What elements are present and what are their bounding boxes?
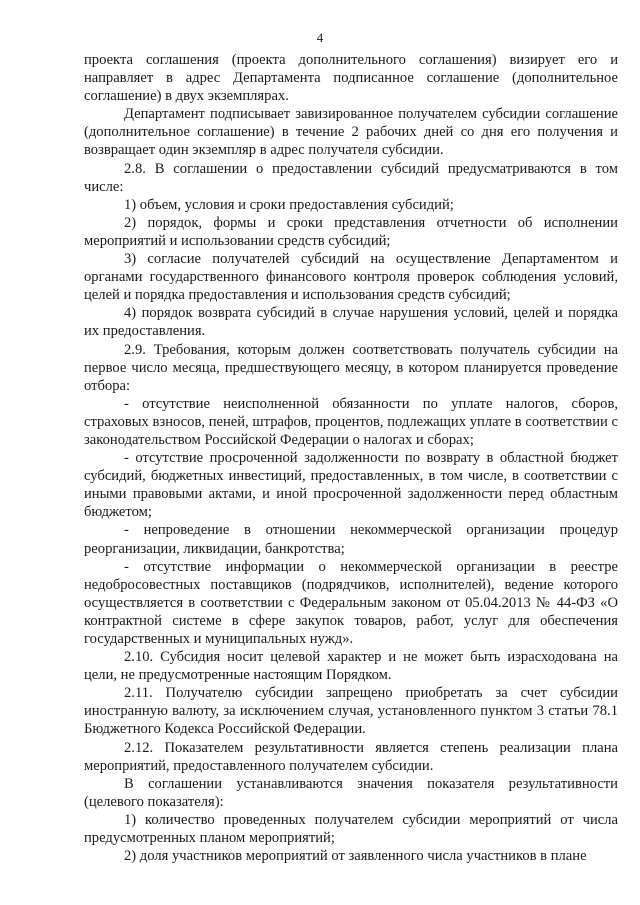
paragraph: 1) количество проведенных получателем субсидии мероприятий от числа предусмотренных планом мероприятий; (84, 811, 618, 847)
paragraph: - отсутствие неисполненной обязанности по уплате налогов, сборов, страховых взносов, пеней, штрафов, процентов, подлежащих уплате в соответствии с законодательством Российской Федерации о налогах и сборах; (84, 395, 618, 448)
paragraph: Департамент подписывает завизированное получателем субсидии соглашение (дополнительное соглашение) в течение 2 рабочих дней со дня его получения и возвращает один экземпляр в адрес получателя субсидии. (84, 106, 618, 159)
paragraph: 2) порядок, формы и сроки представления отчетности об исполнении мероприятий и использовании средств субсидий; (84, 214, 618, 249)
paragraph: 3) согласие получателей субсидий на осуществление Департаментом и органами государственного финансового контроля проверок соблюдения условий, целей и порядка предоставления и использования средств субсидий; (84, 251, 618, 304)
paragraph: - отсутствие просроченной задолженности по возврату в областной бюджет субсидий, бюджетных инвестиций, предоставленных, в том числе, в соответствии с иными правовыми актами, и иной просроченной задолженности перед областным бюджетом; (84, 450, 618, 521)
paragraph: 2) доля участников мероприятий от заявленного числа участников в плане (124, 848, 587, 865)
paragraph: проекта соглашения (проекта дополнительного соглашения) визирует его и направляет в адрес Департамента подписанное соглашение (дополнительное соглашение) в двух экземплярах. (84, 52, 618, 105)
paragraph: 1) объем, условия и сроки предоставления субсидий; (124, 196, 454, 213)
document-body (84, 51, 618, 865)
paragraph: 2.8. В соглашении о предоставлении субсидий предусматриваются в том числе: (84, 160, 618, 195)
paragraph: - отсутствие информации о некоммерческой организации в реестре недобросовестных поставщиков (подрядчиков, исполнителей), ведение которого осуществляется в соответствии с Федеральным законом от 05.04.2013 № 44-ФЗ «О контрактной системе в сфере закупок товаров, работ, услуг для обеспечения государственных и муниципальных нужд». (84, 558, 618, 647)
page-number: 4 (316, 30, 324, 45)
paragraph: 2.11. Получателю субсидии запрещено приобретать за счет субсидии иностранную валюту, за исключением случая, установленного пунктом 3 статьи 78.1 Бюджетного Кодекса Российской Федерации. (84, 685, 618, 738)
paragraph: 4) порядок возврата субсидий в случае нарушения условий, целей и порядка их предоставления. (84, 305, 618, 340)
paragraph: В соглашении устанавливаются значения показателя результативности (целевого показателя): (84, 775, 618, 810)
paragraph: 2.12. Показателем результативности является степень реализации плана мероприятий, предоставленного получателем субсидии. (84, 739, 618, 774)
paragraph: - непроведение в отношении некоммерческой организации процедур реорганизации, ликвидации, банкротства; (84, 522, 618, 557)
paragraph: 2.9. Требования, которым должен соответствовать получатель субсидии на первое число месяца, предшествующего месяцу, в котором планируется проведение отбора: (84, 341, 618, 394)
paragraph: 2.10. Субсидия носит целевой характер и не может быть израсходована на цели, не предусмотренные настоящим Порядком. (84, 649, 618, 684)
